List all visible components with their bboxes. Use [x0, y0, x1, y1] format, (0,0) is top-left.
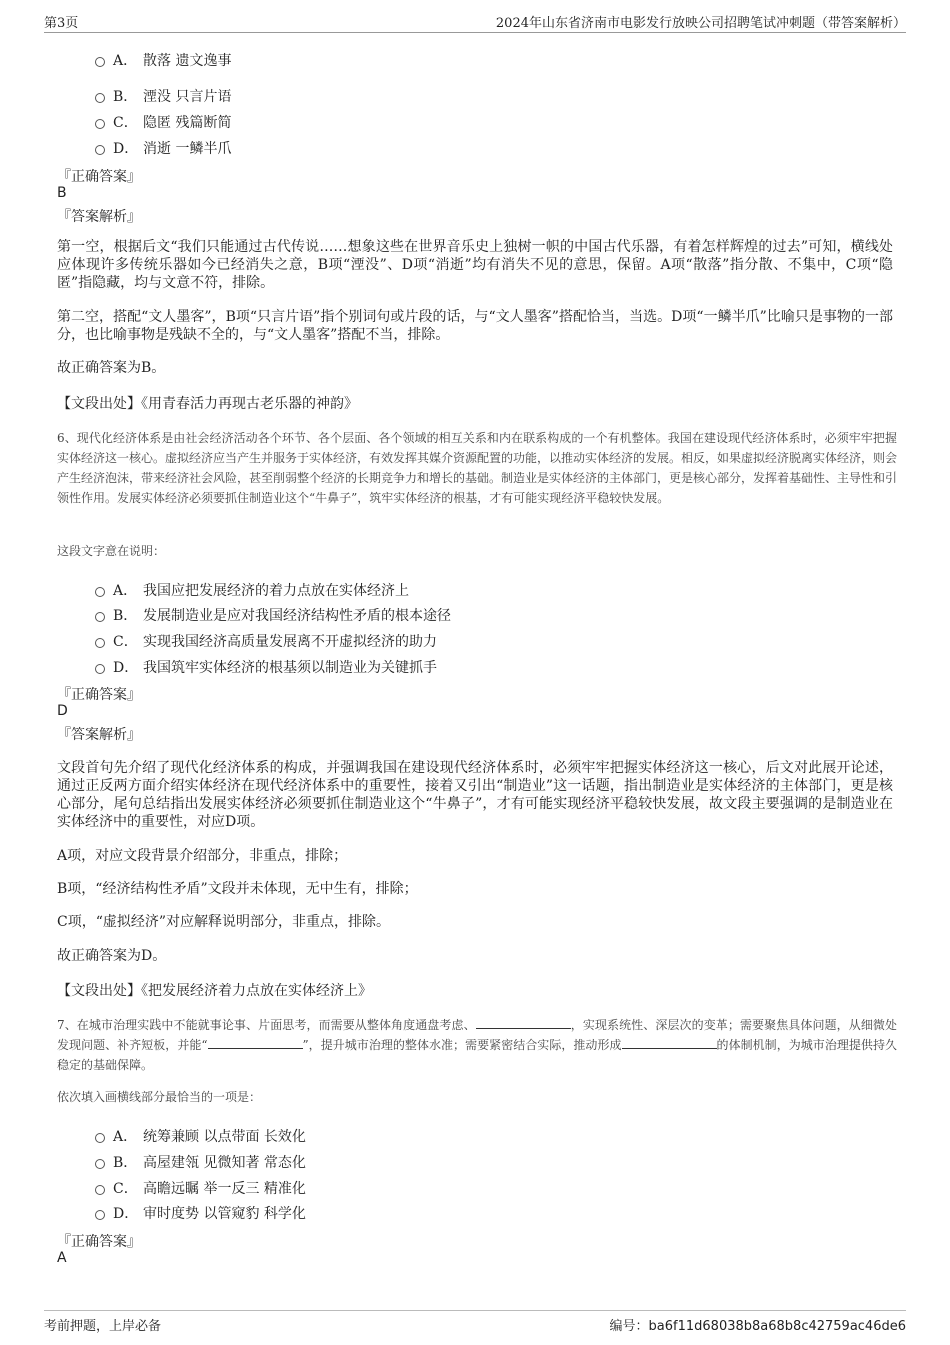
- radio-icon[interactable]: [95, 587, 105, 597]
- q6-prompt: 这段文字意在说明：: [57, 544, 166, 558]
- q5-option-a[interactable]: A． 散落 遗文逸事: [95, 50, 231, 70]
- q5-source: 【文段出处】《用青春活力再现古老乐器的神韵》: [57, 396, 358, 412]
- q7-answer-label: 『正确答案』: [57, 1234, 141, 1250]
- q5-analysis-para-1: 第一空，根据后文“我们只能通过古代传说……想象这些在世界音乐史上独树一帜的中国古代乐器，有着怎样辉煌的过去”可知，横线处应体现许多传统乐器如今已经消失之意，B项“湮没”、D项“消逝”均有消失不见的意思，保留。A项“散落”指分散、不集中，C项“隐匿”指隐藏，均与文意不符，排除。: [57, 239, 893, 291]
- q5-answer-label: 『正确答案』: [57, 169, 141, 185]
- q7-option-d[interactable]: D． 审时度势 以管窥豹 科学化: [95, 1203, 306, 1223]
- document-code: 编号：ba6f11d68038b8a68b8c42759ac46de6: [609, 1319, 906, 1334]
- q5-conclusion: 故正确答案为B。: [57, 360, 166, 376]
- radio-icon[interactable]: [95, 1159, 105, 1169]
- q6-analysis-option-c: C项，“虚拟经济”对应解释说明部分，非重点，排除。: [57, 914, 391, 930]
- radio-icon[interactable]: [95, 1210, 105, 1220]
- radio-icon[interactable]: [95, 638, 105, 648]
- q7-option-c[interactable]: C． 高瞻远瞩 举一反三 精准化: [95, 1178, 306, 1198]
- q6-analysis-option-a: A项，对应文段背景介绍部分，非重点，排除；: [57, 848, 348, 864]
- radio-icon[interactable]: [95, 145, 105, 155]
- radio-icon[interactable]: [95, 119, 105, 129]
- q7-option-a[interactable]: A． 统筹兼顾 以点带面 长效化: [95, 1126, 306, 1146]
- radio-icon[interactable]: [95, 93, 105, 103]
- q5-analysis-label: 『答案解析』: [57, 209, 141, 225]
- q6-option-c[interactable]: C． 实现我国经济高质量发展离不开虚拟经济的助力: [95, 631, 437, 651]
- q7-answer: A: [57, 1250, 67, 1266]
- radio-icon[interactable]: [95, 57, 105, 67]
- fill-blank-2: [208, 1036, 303, 1049]
- page-header: [44, 10, 906, 33]
- radio-icon[interactable]: [95, 664, 105, 674]
- q6-analysis-option-b: B项，“经济结构性矛盾”文段并未体现，无中生有，排除；: [57, 881, 418, 897]
- q6-answer: D: [57, 703, 68, 719]
- radio-icon[interactable]: [95, 1185, 105, 1195]
- q5-answer: B: [57, 185, 67, 201]
- radio-icon[interactable]: [95, 1133, 105, 1143]
- q5-option-b[interactable]: B． 湮没 只言片语: [95, 86, 231, 106]
- q7-prompt: 依次填入画横线部分最恰当的一项是：: [57, 1090, 262, 1104]
- q6-question-text: 6、现代化经济体系是由社会经济活动各个环节、各个层面、各个领域的相互关系和内在联系构成的一个有机整体。我国在建设现代经济体系时，必须牢牢把握实体经济这一核心。虚拟经济应当产生并服务于实体经济，有效发挥其媒介资源配置的功能，以推动实体经济的发展。相反，如果虚拟经济脱离实体经济，则会产生经济泡沫，带来经济社会风险，甚至削弱整个经济的长期竞争力和增长的基础。制造业是实体经济的主体部门，更是核心部分，发挥着基础性、主导性和引领性作用。发展实体经济必须要抓住制造业这个“牛鼻子”，筑牢实体经济的根基，才有可能实现经济平稳较快发展。: [57, 431, 898, 505]
- q6-analysis-label: 『答案解析』: [57, 727, 141, 743]
- page-footer: [44, 1310, 906, 1335]
- fill-blank-1: [476, 1016, 571, 1029]
- q5-analysis-para-2: 第二空，搭配“文人墨客”，B项“只言片语”指个别词句或片段的话，与“文人墨客”搭配恰当，当选。D项“一鳞半爪”比喻只是事物的一部分，也比喻事物是残缺不全的，与“文人墨客”搭配不当，排除。: [57, 309, 893, 343]
- q5-option-d[interactable]: D． 消逝 一鳞半爪: [95, 138, 231, 158]
- q6-analysis-para-1: 文段首句先介绍了现代化经济体系的构成，并强调我国在建设现代经济体系时，必须牢牢把握实体经济这一核心，后文对此展开论述，通过正反两方面介绍实体经济在现代经济体系中的重要性，接着又引出“制造业”这一话题，指出制造业是实体经济的主体部门，更是核心部分，尾句总结指出发展实体经济必须要抓住制造业这个“牛鼻子”，才有可能实现经济平稳较快发展，故文段主要强调的是制造业在实体经济中的重要性，对应D项。: [57, 760, 893, 830]
- q6-option-b[interactable]: B． 发展制造业是应对我国经济结构性矛盾的根本途径: [95, 605, 451, 625]
- q6-option-d[interactable]: D． 我国筑牢实体经济的根基须以制造业为关键抓手: [95, 657, 437, 677]
- fill-blank-3: [622, 1036, 717, 1049]
- q6-conclusion: 故正确答案为D。: [57, 948, 167, 964]
- q6-answer-label: 『正确答案』: [57, 687, 141, 703]
- document-title: 2024年山东省济南市电影发行放映公司招聘笔试冲刺题（带答案解析）: [495, 16, 906, 31]
- q6-source: 【文段出处】《把发展经济着力点放在实体经济上》: [57, 983, 372, 999]
- radio-icon[interactable]: [95, 612, 105, 622]
- q5-option-c[interactable]: C． 隐匿 残篇断简: [95, 112, 231, 132]
- q6-option-a[interactable]: A． 我国应把发展经济的着力点放在实体经济上: [95, 580, 409, 600]
- q7-option-b[interactable]: B． 高屋建瓴 见微知著 常态化: [95, 1152, 306, 1172]
- q7-question-text: 7、在城市治理实践中不能就事论事、片面思考，而需要从整体角度通盘考虑、 ，实现系统性、深层次的变革；需要聚焦具体问题，从细微处发现问题、补齐短板，并能“ ”，提升城市治理的整体水准；需要紧密结合实际，推动形成 的体制机制，为城市治理提供持久稳定的基础保障。: [57, 1018, 897, 1072]
- footer-slogan: 考前押题，上岸必备: [44, 1319, 162, 1334]
- page-number: 第3页: [44, 16, 79, 31]
